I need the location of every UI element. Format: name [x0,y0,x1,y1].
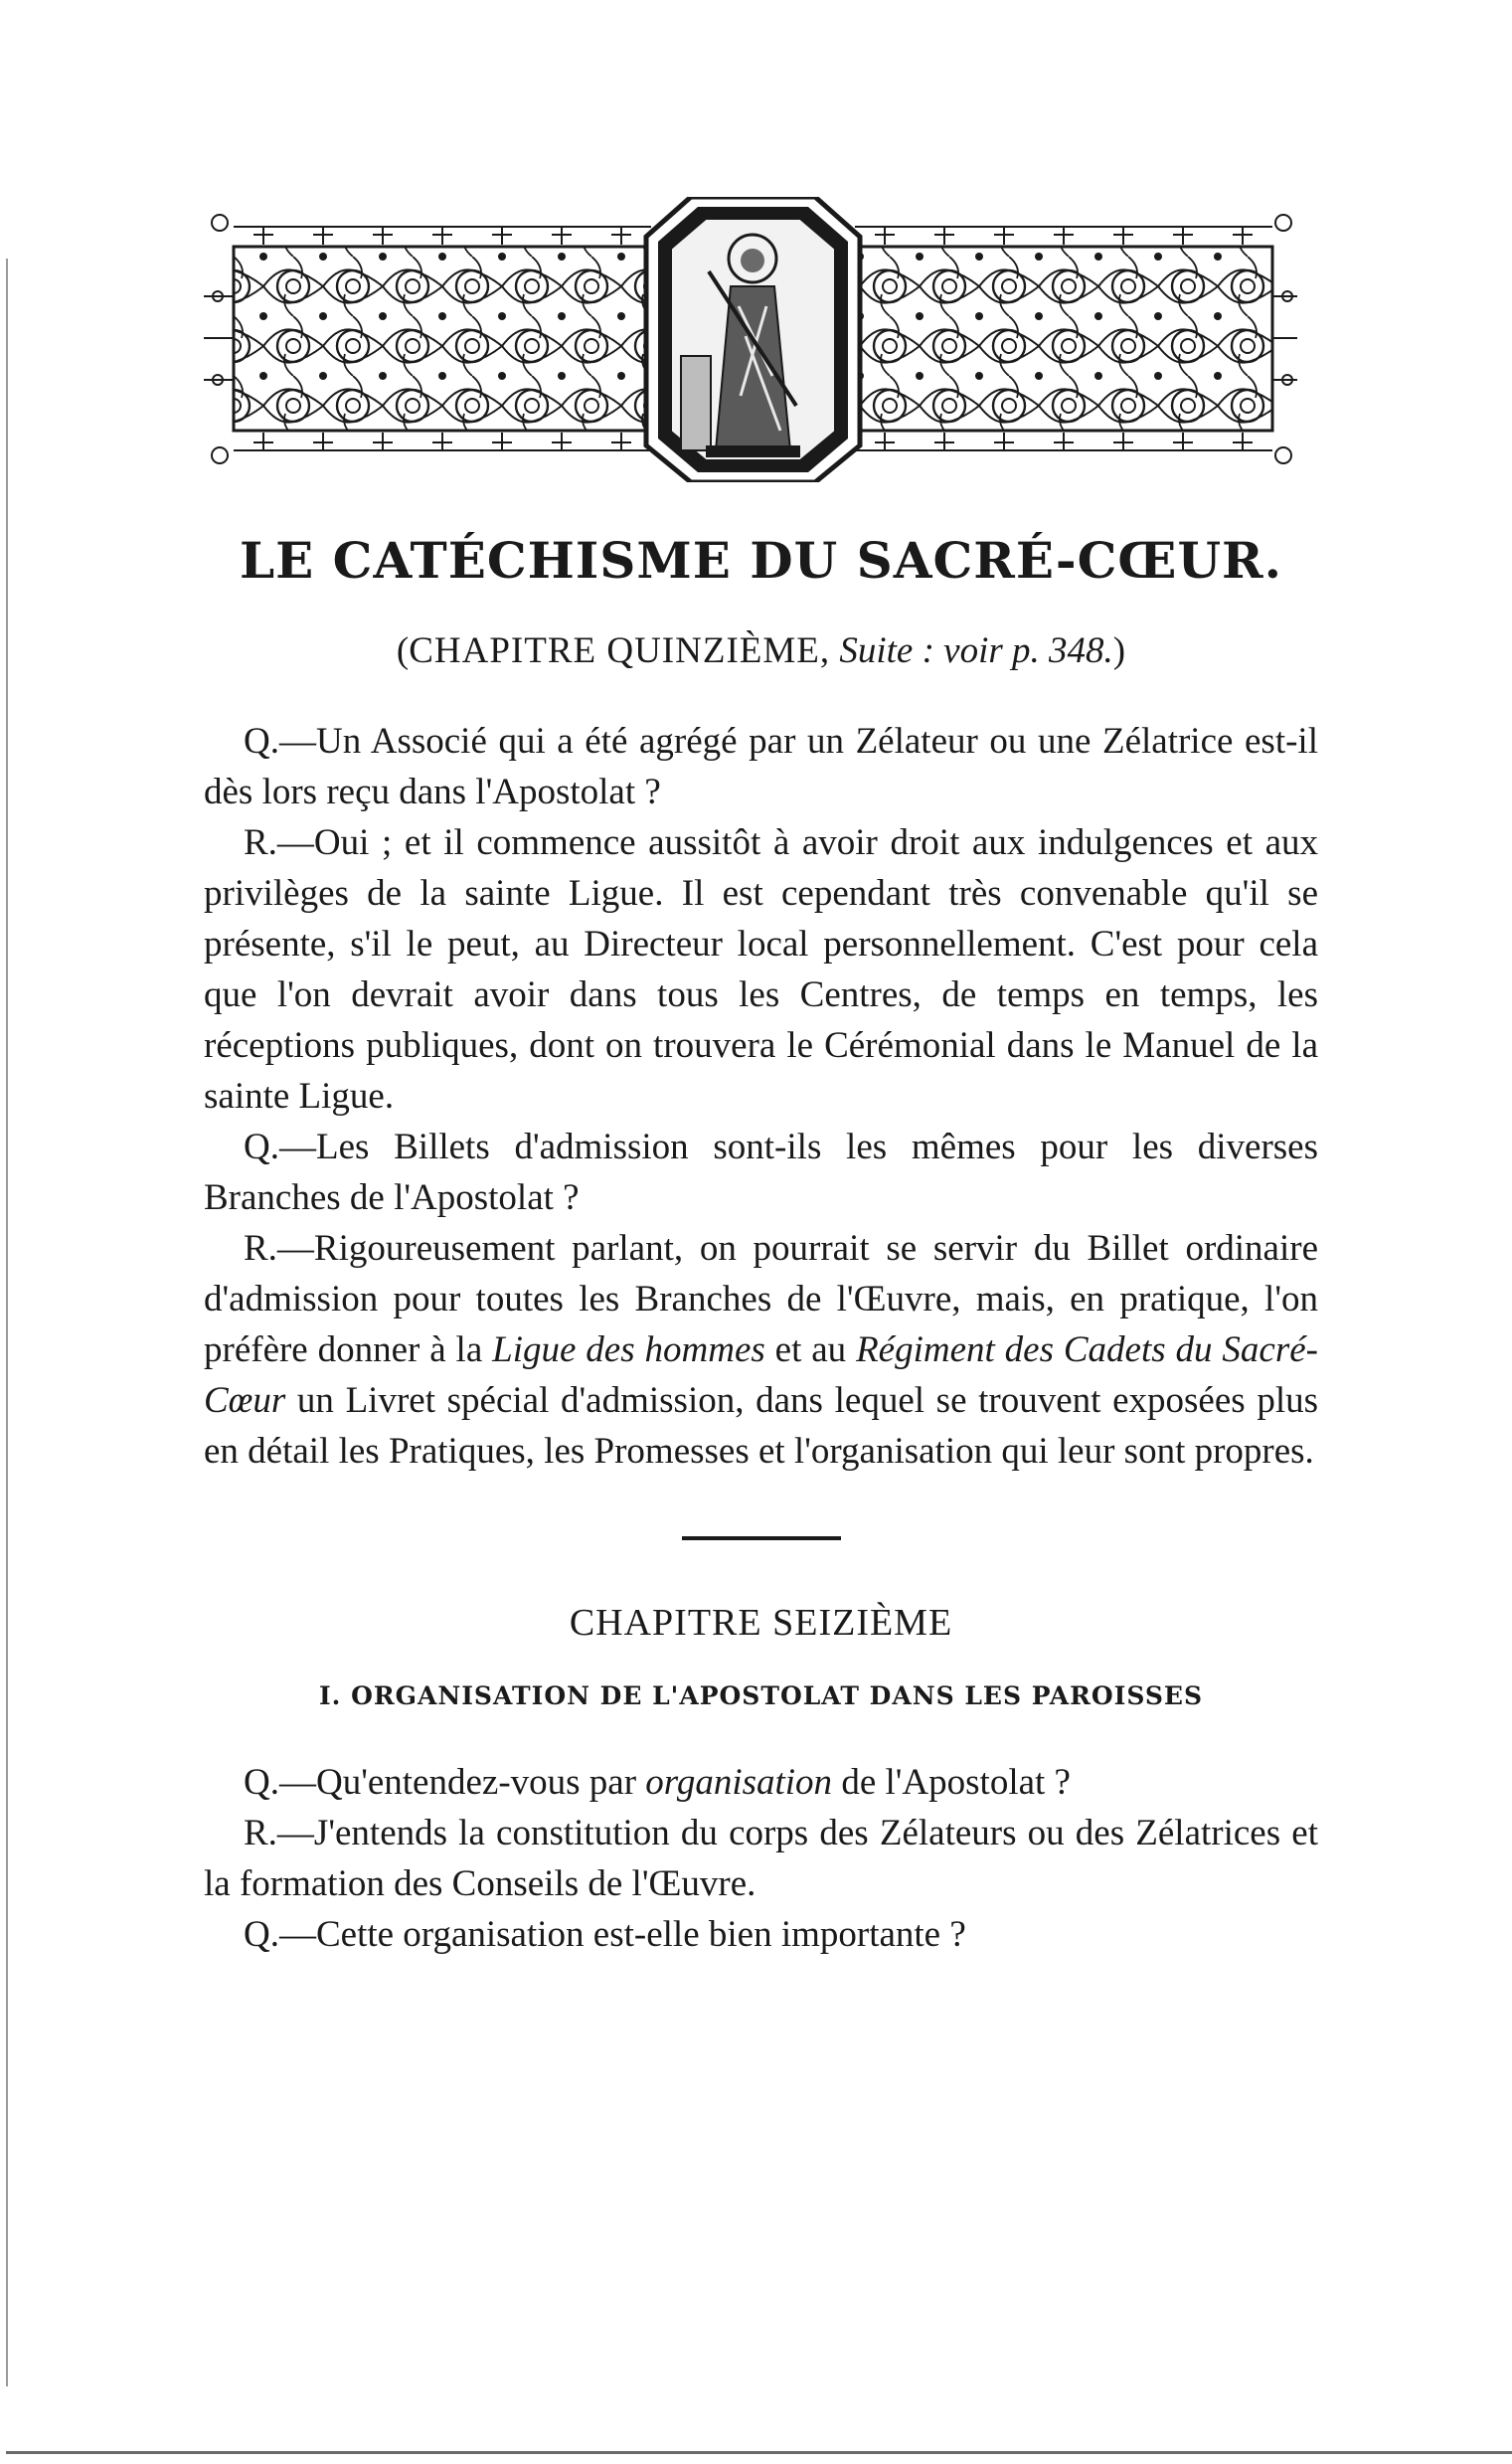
answer-paragraph-mixed [204,1223,1318,1477]
page-edge-left [6,259,8,2386]
chapter-heading: CHAPITRE SEIZIÈME [569,1602,953,1644]
italic-organisation: organisation [645,1762,833,1803]
question-paragraph-organisation [204,1757,1318,1808]
right-scroll-panel [855,215,1297,463]
subtitle-reference: Suite : voir p. 348. [830,630,1113,671]
subtitle-close-paren: ) [1112,630,1126,671]
subtitle-chapter: CHAPITRE QUINZIÈME, [409,630,831,671]
chapter-subtitle [204,625,1318,676]
page-content [204,517,1318,1960]
section-divider [682,1536,841,1540]
section-heading: I. ORGANISATION DE L'APOSTOLAT DANS LES PAROISSES [318,1681,1204,1710]
italic-regiment-des-cadets: Régiment des Cadets du Sacré-Cœur [204,1329,1318,1421]
text-segment: et au [764,1329,857,1370]
text-segment: un Livret spécial d'admission, dans lequel se trouvent exposées plus en détail les Pratiques, les Promesses et l'organisation qui leur sont propres. [204,1380,1318,1472]
text-segment: Q.—Qu'entendez-vous par [244,1762,646,1803]
question-paragraph: Q.—Cette organisation est-elle bien importante ? [244,1914,966,1955]
answer-paragraph: R.—Oui ; et il commence aussitôt à avoir droit aux indulgences et aux privilèges de la sainte Ligue. Il est cependant très convenable qu'il se présente, s'il le peut, au Directeur local personnellement. C'est pour cela que l'on devrait avoir dans tous les Centres, de temps en temps, les réceptions publiques, dont on trouvera le Cérémonial dans le Manuel de la sainte Ligue. [204,822,1318,1117]
italic-ligue-des-hommes: Ligue des hommes [492,1329,765,1370]
left-scroll-panel [204,215,651,463]
subtitle-open-paren: ( [396,630,410,671]
question-paragraph: Q.—Les Billets d'admission sont-ils les mêmes pour les diverses Branches de l'Apostolat ? [204,1127,1318,1218]
saint-vignette-icon [646,197,860,482]
page-title: LE CATÉCHISME DU SACRÉ-CŒUR. [239,531,1283,590]
text-segment: R.—Rigoureusement parlant, on pourrait se servir du Billet ordinaire d'admission pour toutes les Branches de l'Œuvre, mais, en pratique, l'on préfère donner à la [204,1228,1318,1370]
question-paragraph: Q.—Un Associé qui a été agrégé par un Zélateur ou une Zélatrice est-il dès lors reçu dans l'Apostolat ? [204,721,1318,812]
text-segment: de l'Apostolat ? [832,1762,1071,1803]
page-edge-bottom [6,2451,1512,2454]
ornamental-headpiece [204,197,1297,482]
answer-paragraph: R.—J'entends la constitution du corps des Zélateurs ou des Zélatrices et la formation des Conseils de l'Œuvre. [204,1813,1318,1904]
